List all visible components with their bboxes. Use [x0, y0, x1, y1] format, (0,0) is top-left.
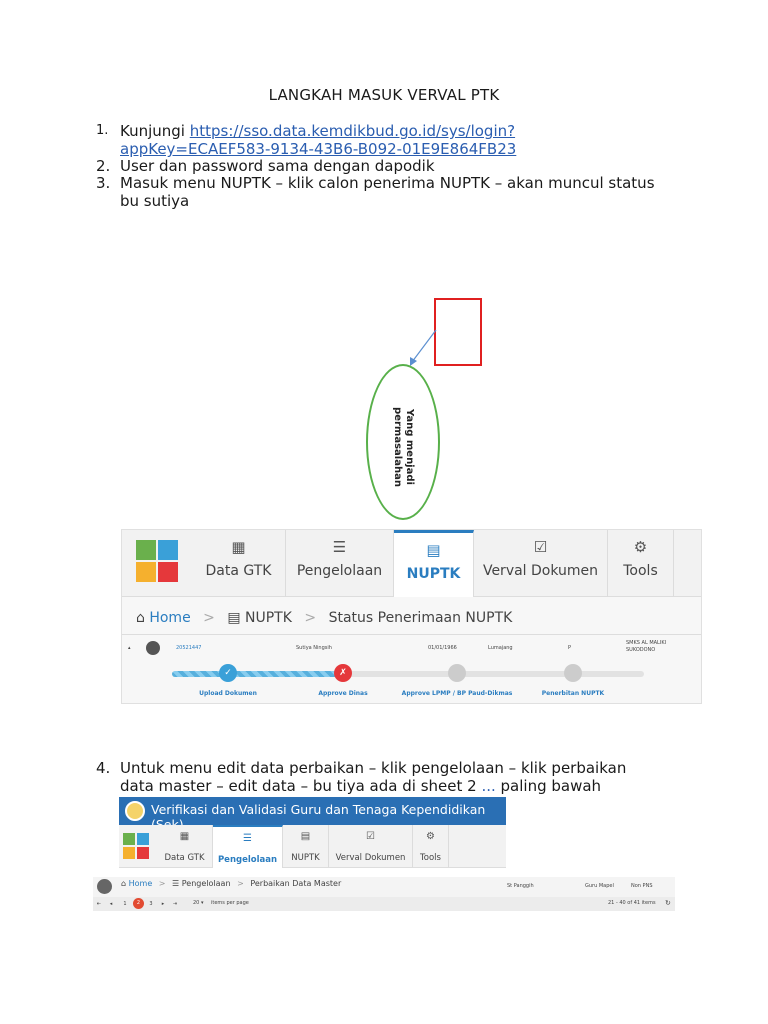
- server-icon: ☰: [172, 879, 180, 888]
- nav-pengelolaan[interactable]: ☰ Pengelolaan: [213, 825, 283, 868]
- nav-nuptk[interactable]: ▤ NUPTK: [283, 825, 329, 868]
- prev-page-icon[interactable]: ◂: [109, 901, 113, 907]
- last-page-icon[interactable]: ⇥: [172, 901, 178, 907]
- sso-login-link[interactable]: https://sso.data.kemdikbud.go.id/sys/login?: [189, 122, 516, 140]
- checkbox-icon: ☑: [533, 538, 548, 556]
- app-logo[interactable]: [123, 833, 149, 859]
- progress-label-penerbitan: Penerbitan NUPTK: [541, 690, 605, 697]
- nav-pengelolaan[interactable]: ☰ Pengelolaan: [286, 530, 394, 597]
- tut-wuri-logo-icon: [125, 801, 145, 821]
- step-text-continued: bu sutiya: [120, 192, 190, 210]
- step-text: Kunjungi: [120, 122, 190, 140]
- breadcrumb-home[interactable]: Home: [128, 879, 153, 888]
- step-text: User dan password sama dengan dapodik: [120, 157, 435, 175]
- nav-verval-dokumen[interactable]: ☑ Verval Dokumen: [329, 825, 413, 868]
- page-size-select[interactable]: 20 ▾: [193, 900, 204, 906]
- nav-data-gtk[interactable]: ▦ Data GTK: [192, 530, 286, 597]
- next-page-icon[interactable]: ▸: [161, 901, 165, 907]
- progress-fill: [172, 671, 344, 677]
- gears-icon: ⚙: [426, 831, 435, 842]
- gears-icon: ⚙: [633, 538, 648, 556]
- checkbox-icon: ☑: [366, 831, 375, 842]
- nav-nuptk[interactable]: ▤ NUPTK: [394, 530, 474, 597]
- cell-school: SMKS AL MALIKI SUKODONO: [626, 640, 667, 653]
- id-card-icon: ▤: [227, 610, 241, 626]
- page-size-label: items per page: [211, 900, 249, 906]
- step-text-continued: data master – edit data – bu tiya ada di sheet 2: [120, 777, 482, 795]
- step-pending-icon: [564, 664, 582, 682]
- sso-login-link-continued[interactable]: appKey=ECAEF583-9134-43B6-B092-01E9E864FB23: [120, 140, 517, 158]
- refresh-icon[interactable]: ↻: [665, 899, 671, 907]
- cell-gender: P: [568, 645, 572, 651]
- avatar: [97, 879, 112, 894]
- chevron-right-icon: >: [158, 879, 166, 888]
- app-logo[interactable]: [136, 540, 178, 582]
- step-text: Untuk menu edit data perbaikan – klik pengelolaan – klik perbaikan: [120, 759, 627, 777]
- home-icon: ⌂: [121, 879, 127, 888]
- cell-place: Lumajang: [488, 645, 513, 651]
- nav-tools[interactable]: ⚙ Tools: [608, 530, 674, 597]
- breadcrumb-current: Status Penerimaan NUPTK: [328, 610, 513, 626]
- nav-verval-dokumen[interactable]: ☑ Verval Dokumen: [474, 530, 608, 597]
- chevron-right-icon: >: [304, 610, 317, 626]
- breadcrumb: [136, 608, 512, 628]
- progress-label-dinas: Approve Dinas: [318, 690, 368, 697]
- page-1-button[interactable]: 1: [123, 901, 127, 907]
- breadcrumb-nuptk[interactable]: NUPTK: [245, 610, 292, 626]
- highlight-box: [434, 298, 482, 366]
- app-header: [119, 797, 506, 825]
- progress-label-lpmp: Approve LPMP / BP Paud-Dikmas: [401, 690, 513, 697]
- step-pending-icon: [448, 664, 466, 682]
- cell-name: Sutiya Ningsih: [296, 645, 332, 651]
- cell-name: St Panggih: [507, 883, 534, 889]
- progress-label-upload: Upload Dokumen: [199, 690, 257, 697]
- items-range: 21 - 40 of 41 items: [608, 900, 656, 906]
- breadcrumb: [121, 878, 341, 896]
- table-icon: ▦: [231, 538, 246, 556]
- first-page-icon[interactable]: ⇤: [96, 901, 102, 907]
- breadcrumb-bar: [93, 877, 675, 897]
- avatar: [146, 641, 160, 655]
- step-done-icon: ✓: [219, 664, 237, 682]
- step-number: 2.: [96, 157, 111, 175]
- breadcrumb-pengelolaan[interactable]: Pengelolaan: [181, 879, 231, 888]
- step-rejected-icon: ✗: [334, 664, 352, 682]
- chevron-right-icon: >: [237, 879, 244, 888]
- breadcrumb-home[interactable]: Home: [149, 610, 191, 626]
- id-card-icon: ▤: [426, 541, 441, 559]
- cell-position: Guru Mapel: [585, 883, 614, 889]
- step-number: 4.: [96, 759, 111, 777]
- callout-text: Yang menjadi permasalahan: [392, 407, 415, 487]
- nav-data-gtk[interactable]: ▦ Data GTK: [157, 825, 213, 868]
- server-icon: ☰: [332, 538, 347, 556]
- cell-id[interactable]: 20521447: [176, 645, 202, 651]
- top-navbar: [122, 530, 701, 597]
- step-number: 1.: [96, 123, 109, 138]
- home-icon: ⌂: [136, 610, 145, 626]
- page-3-button[interactable]: 3: [149, 901, 153, 907]
- top-navbar-small: [119, 825, 506, 868]
- step-text: Masuk menu NUPTK – klik calon penerima NUPTK – akan muncul status: [120, 174, 655, 192]
- step-text-end: paling bawah: [495, 777, 602, 795]
- step-number: 3.: [96, 174, 111, 192]
- breadcrumb-current: Perbaikan Data Master: [250, 879, 342, 888]
- chevron-right-icon: >: [203, 610, 215, 626]
- cell-status: Non PNS: [631, 883, 653, 889]
- caret-icon[interactable]: ▴: [128, 645, 131, 651]
- nuptk-status-screenshot: [121, 529, 702, 704]
- ellipsis: ...: [481, 777, 496, 795]
- table-row[interactable]: [122, 638, 701, 660]
- page-current-button[interactable]: 2: [133, 898, 144, 909]
- pagination-bar: [93, 897, 675, 911]
- id-card-icon: ▤: [300, 831, 311, 842]
- document-title: LANGKAH MASUK VERVAL PTK: [268, 86, 500, 104]
- table-icon: ▦: [179, 831, 190, 842]
- cell-dob: 01/01/1966: [428, 645, 457, 651]
- server-icon: ☰: [243, 833, 252, 844]
- nav-tools[interactable]: ⚙ Tools: [413, 825, 449, 868]
- app-header-title: Verifikasi dan Validasi Guru dan Tenaga Kependidikan: [151, 802, 486, 817]
- divider: [122, 634, 701, 635]
